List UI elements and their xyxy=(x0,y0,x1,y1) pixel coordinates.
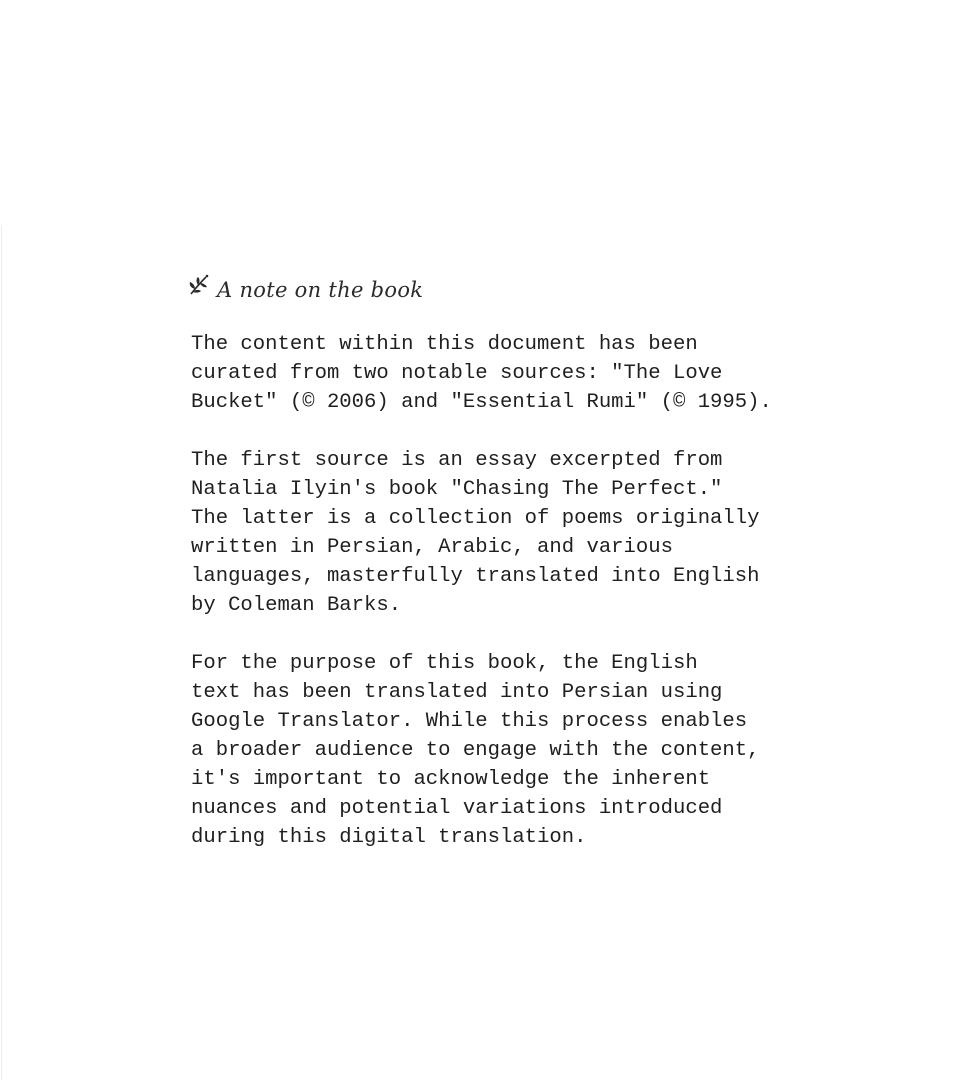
page-edge-divider xyxy=(1,225,2,1080)
section-heading xyxy=(187,268,423,302)
section-title: A note on the book xyxy=(217,278,424,302)
note-body xyxy=(191,330,791,881)
paragraph-translation-note: For the purpose of this book, the English text has been translated into Persian using Google Translator. While this process enables a broader audience to engage with the content, it's important to acknowledge the inherent nuances and potential variations introduced during this digital translation. xyxy=(191,652,760,849)
paragraph-sources: The content within this document has been curated from two notable sources: "The Love Bucket" (© 2006) and "Essential Rumi" (© 1995). xyxy=(191,333,772,414)
paragraph-source-details: The first source is an essay excerpted from Natalia Ilyin's book "Chasing The Perfect." The latter is a collection of poems originally written in Persian, Arabic, and various languages, masterfully translated into English by Coleman Barks. xyxy=(191,449,760,617)
leaf-sprig-icon xyxy=(187,273,211,297)
